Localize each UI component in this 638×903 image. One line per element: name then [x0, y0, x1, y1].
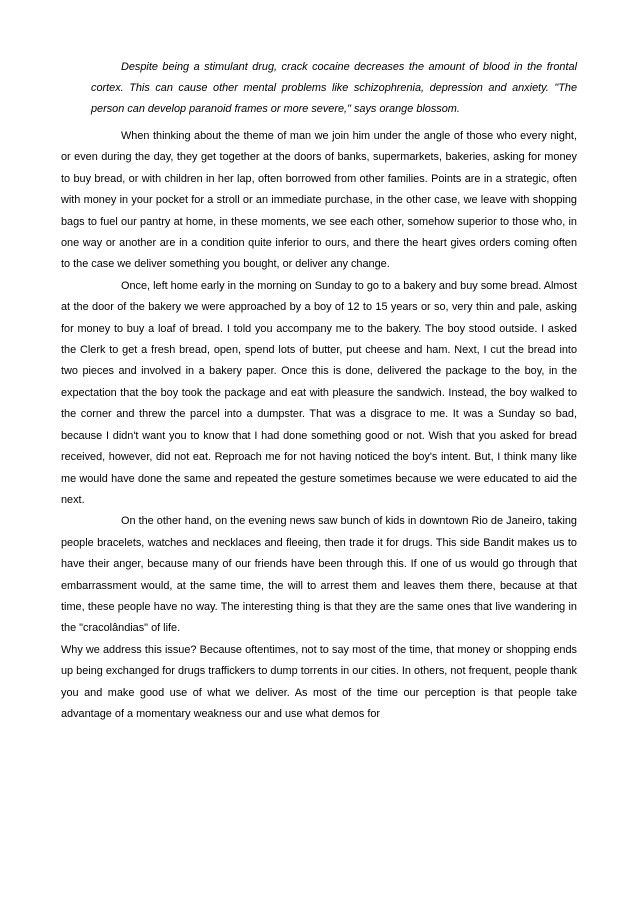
paragraph: On the other hand, on the evening news saw bunch of kids in downtown Rio de Janeiro, taking people bracelets, watches and necklaces and fleeing, then trade it for drugs. This side Bandit makes us to have their anger, because many of our friends have been through this. If one of us would go through that embarrassment would, at the same time, the will to arrest them and leaves them there, because at that time, these people have no way. The interesting thing is that they are the same ones that live wandering in the "cracolândias" of life. — [61, 515, 577, 635]
block-quote: Despite being a stimulant drug, crack cocaine decreases the amount of blood in the frontal cortex. This can cause other mental problems like schizophrenia, depression and anxiety. "The person can develop paranoid frames or more severe," says orange blossom. — [91, 61, 577, 116]
body-text — [61, 126, 577, 725]
paragraph: Why we address this issue? Because oftentimes, not to say most of the time, that money or shopping ends up being exchanged for drugs traffickers to dump torrents in our cities. In others, not frequent, people thank you and make good use of what we deliver. As most of the time our perception is that people take advantage of a momentary weakness our and use what demos for — [61, 643, 577, 720]
paragraph: When thinking about the theme of man we join him under the angle of those who every night, or even during the day, they get together at the doors of banks, supermarkets, bakeries, asking for money to buy bread, or with children in her lap, often borrowed from other families. Points are in a strategic, often with money in your pocket for a stroll or an immediate purchase, in the other case, we leave with shopping bags to fuel our pantry at home, in these moments, we see each other, somehow superior to those who, in one way or another are in a condition quite inferior to ours, and there the heart gives orders coming often to the case we deliver something you bought, or deliver any change. — [61, 130, 577, 271]
paragraph: Once, left home early in the morning on Sunday to go to a bakery and buy some bread. Almost at the door of the bakery we were approached by a boy of 12 to 15 years or so, very thin and pale, asking for money to buy a loaf of bread. I told you accompany me to the bakery. The boy stood outside. I asked the Clerk to get a fresh bread, open, spend lots of butter, put cheese and ham. Next, I cut the bread into two pieces and involved in a bakery paper. Once this is done, delivered the package to the boy, in the expectation that the boy took the package and eat with pleasure the sandwich. Instead, the boy walked to the corner and threw the parcel into a dumpster. That was a disgrace to me. It was a Sunday so bad, because I didn't want you to know that I had done something good or not. Wish that you asked for bread received, however, did not eat. Reproach me for not having noticed the boy's intent. But, I think many like me would have done the same and repeated the gesture sometimes because we were educated to aid the next. — [61, 279, 577, 506]
